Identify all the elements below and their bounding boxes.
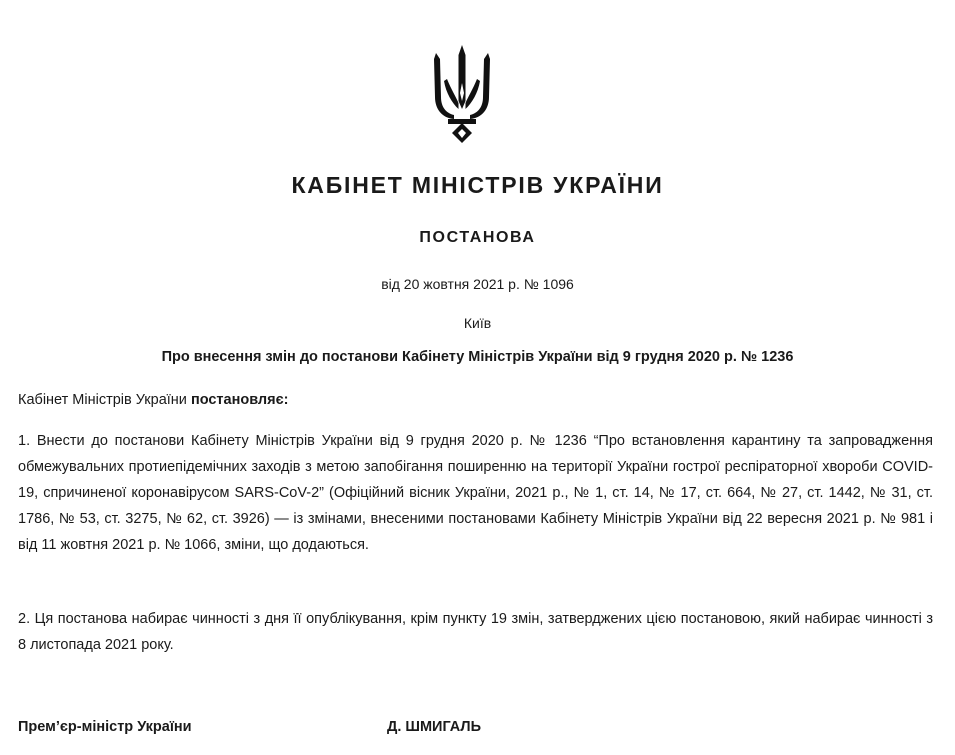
organization-title: КАБІНЕТ МІНІСТРІВ УКРАЇНИ [291,172,664,198]
preamble-bold: постановляє: [190,392,289,408]
preamble-text: Кабінет Міністрів України [18,392,191,408]
document-type: ПОСТАНОВА [419,229,536,246]
trident-coat-of-arms-icon [430,43,494,145]
document-city: Київ [463,315,492,331]
paragraph-1: 1. Внести до постанови Кабінету Міністрів України від 9 грудня 2020 р. № 1236 “Про встановлення карантину та запровадження обмежувальних протиепідемічних заходів з метою запобігання поширенню на території України гострої респіраторної хвороби COVID-19, спричиненої коронавірусом SARS-CoV-2” (Офіційний вісник України, 2021 р., № 1, ст. 14, № 17, ст. 664, № 27, ст. 1442, № 31, ст. 1786, № 53, ст. 3275, № 62, ст. 3926) — із змінами, внесеними постановами Кабінету Міністрів України від 22 вересня 2021 р. № 981 і від 11 жовтня 2021 р. № 1066, зміни, що додаються. [18,433,933,553]
document-subject: Про внесення змін до постанови Кабінету Міністрів України від 9 грудня 2020 р. № 1236 [161,349,794,365]
preamble [18,392,288,408]
signatory-name: Д. ШМИГАЛЬ [387,719,482,735]
document-date-number: від 20 жовтня 2021 р. № 1096 [381,276,574,292]
paragraph-2: 2. Ця постанова набирає чинності з дня її опублікування, крім пункту 19 змін, затверджених цією постановою, який набирає чинності з 8 листопада 2021 року. [18,611,933,653]
signatory-position: Прем’єр-міністр України [18,719,192,735]
